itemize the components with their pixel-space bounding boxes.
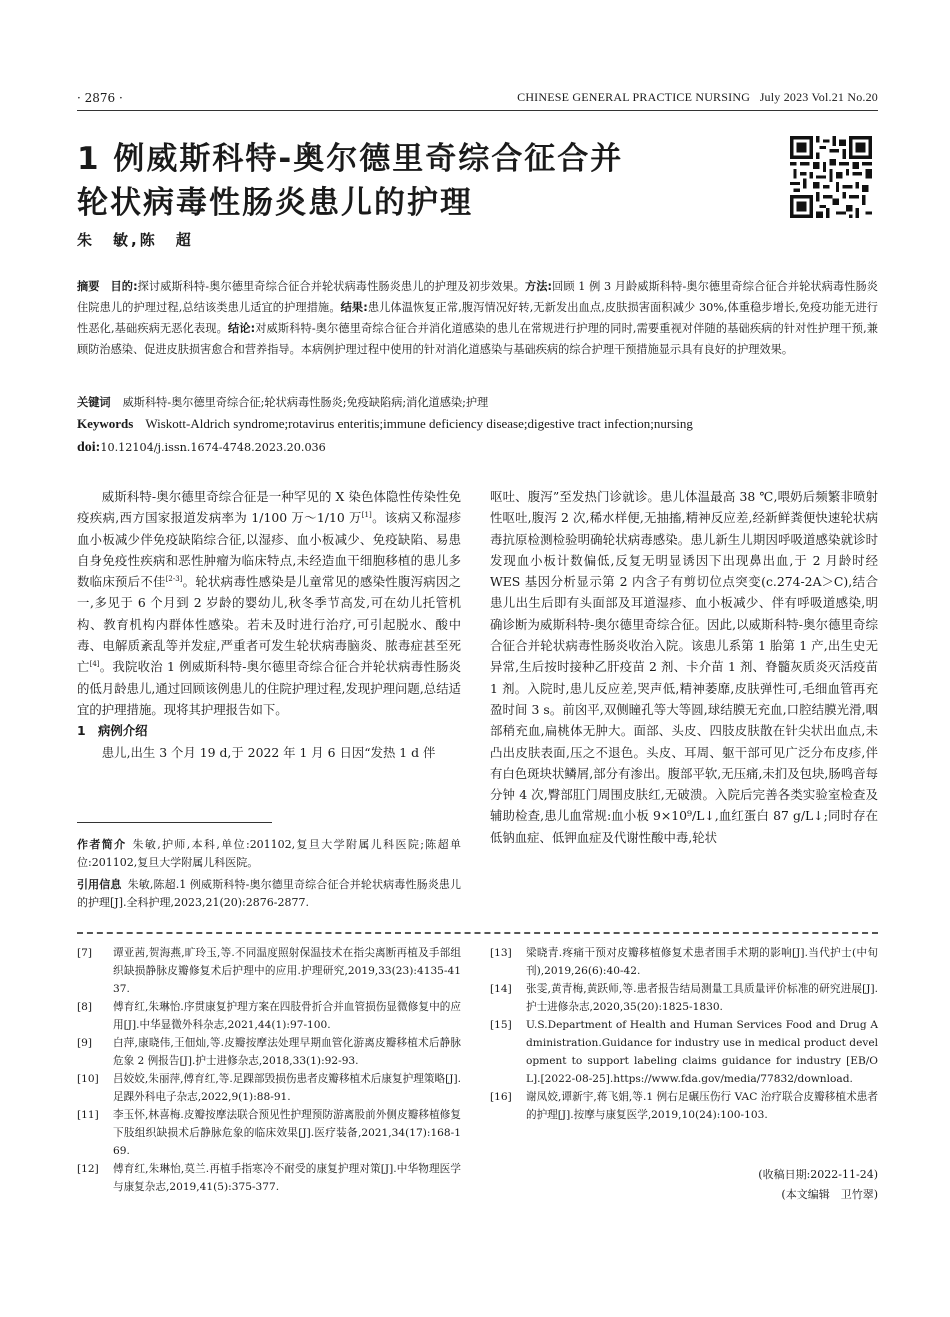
- abstract-label: 摘要: [77, 280, 100, 293]
- article-title: [77, 137, 757, 225]
- title-line-2: 轮状病毒性肠炎患儿的护理: [77, 185, 473, 221]
- reference-number: [11]: [77, 1109, 99, 1121]
- reference-text: 白萍,康晓伟,王佃灿,等.皮瓣按摩法处理早期血管化游离皮瓣移植术后静脉危象 2 例报告[J].护士进修杂志,2018,33(1):92-93.: [113, 1037, 461, 1067]
- received-date: (收稿日期:2022-11-24): [758, 1168, 878, 1181]
- reference-item: [77, 1070, 461, 1106]
- method-text: 回顾 1 例 3 月龄威斯科特-奥尔德里奇综合征合并轮状病毒性肠炎住院患儿的护理过程,总结该类患儿适宜的护理措施。: [77, 280, 878, 314]
- intro-text-2: 。该病又称湿疹血小板减少伴免疫缺陷综合征,以湿疹、血小板减少、免疫缺陷、易患自身免疫性疾病和恶性肿瘤为临床特点,未经造血干细胞移植的患儿多数临床预后不佳: [77, 510, 461, 590]
- citation-footnote-text: 朱敏,陈超.1 例威斯科特-奥尔德里奇综合征合并轮状病毒性肠炎患儿的护理[J].全科护理,2023,21(20):2876-2877.: [77, 878, 462, 909]
- author-footnote-label: 作者简介: [77, 838, 127, 851]
- title-line-1: 1 例威斯科特-奥尔德里奇综合征合并: [77, 141, 624, 177]
- journal-header: [517, 90, 878, 105]
- keywords-en: [77, 416, 878, 432]
- intro-text-1: 威斯科特-奥尔德里奇综合征是一种罕见的 X 染色体隐性传染性免疫疾病,西方国家报道发病率为 1/100 万～1/10 万: [77, 489, 461, 526]
- journal-issue: July 2023 Vol.21 No.20: [759, 90, 878, 104]
- reference-text: 张雯,黄青梅,黄跃师,等.患者报告结局测量工具质量评价标准的研究进展[J].护士进修杂志,2020,35(20):1825-1830.: [526, 983, 878, 1013]
- objective-label: 目的:: [110, 280, 138, 293]
- reference-number: [14]: [490, 983, 512, 995]
- qr-code-icon: [790, 136, 872, 218]
- keywords-en-text: Wiskott-Aldrich syndrome;rotavirus enteritis;immune deficiency disease;digestive tract infection;nursing: [145, 416, 693, 431]
- reference-number: [10]: [77, 1073, 99, 1085]
- reference-item: [490, 1088, 878, 1124]
- section-heading: 1 病例介绍: [77, 723, 148, 739]
- reference-text: 李玉怀,林喜梅.皮瓣按摩法联合预见性护理预防游离股前外侧皮瓣移植修复下肢组织缺损术后静脉危象的临床效果[J].医疗装备,2021,34(17):168-169.: [113, 1109, 461, 1157]
- reference-number: [12]: [77, 1163, 99, 1175]
- references-left: [77, 944, 461, 1196]
- reference-text: 谭亚茜,贺海燕,旷玲玉,等.不同温度照射保温技术在指尖离断再植及手部组织缺损静脉皮瓣修复术后护理中的应用.护理研究,2019,33(23):4135-4137.: [113, 947, 461, 995]
- abstract: [77, 276, 878, 360]
- header-rule: [77, 110, 878, 111]
- citation-footnote-label: 引用信息: [77, 878, 122, 891]
- reference-number: [7]: [77, 947, 93, 959]
- reference-item: [490, 1016, 878, 1088]
- reference-text: 傅育红,朱琳怡,莫兰.再植手指寒冷不耐受的康复护理对策[J].中华物理医学与康复杂志,2019,41(5):375-377.: [113, 1163, 461, 1193]
- citation-footnote: [77, 876, 461, 912]
- intro-text-4: 。我院收治 1 例威斯科特-奥尔德里奇综合征合并轮状病毒性肠炎的低月龄患儿,通过回顾该例患儿的住院护理过程,发现护理问题,总结适宜的护理措施。现将其护理报告如下。: [77, 659, 461, 717]
- citation-3[interactable]: [4]: [89, 660, 100, 669]
- doi-text: 10.12104/j.issn.1674-4748.2023.20.036: [100, 441, 326, 454]
- author-footnote-text: 朱敏,护师,本科,单位:201102,复旦大学附属儿科医院;陈超单位:201102,复旦大学附属儿科医院。: [77, 838, 462, 869]
- method-label: 方法:: [524, 280, 553, 293]
- editor-note: (本文编辑 卫竹翠): [781, 1188, 878, 1201]
- reference-number: [9]: [77, 1037, 93, 1049]
- body-right-column: [490, 486, 878, 848]
- intro-paragraph: [77, 486, 461, 720]
- reference-item: [77, 944, 461, 998]
- keywords-cn: [77, 394, 878, 410]
- reference-item: [490, 980, 878, 1016]
- doi-row: [77, 440, 878, 456]
- author-footnote: [77, 836, 461, 872]
- reference-item: [77, 1106, 461, 1160]
- article-authors: 朱 敏,陈 超: [77, 231, 194, 249]
- conclusion-label: 结论:: [227, 322, 256, 335]
- reference-text: U.S.Department of Health and Human Services Food and Drug Administration.Guidance for industry use in medical product development to support labeling claims guidance for industry [EB/OL].[2022-08-25].https://www.fda.gov/media/77832/download.: [526, 1019, 878, 1085]
- objective-text: 探讨威斯科特-奥尔德里奇综合征合并轮状病毒性肠炎患儿的护理及初步效果。: [137, 280, 525, 293]
- result-text: 患儿体温恢复正常,腹泻情况好转,无新发出血点,皮肤损害面积减少 30%,体重稳步增长,免疫功能无进行性恶化,基础疾病无恶化表现。: [77, 301, 878, 335]
- reference-number: [13]: [490, 947, 512, 959]
- reference-item: [77, 1034, 461, 1070]
- case-paragraph-start: 患儿,出生 3 个月 19 d,于 2022 年 1 月 6 日因“发热 1 d 伴: [101, 744, 436, 760]
- reference-text: 谢凤姣,谭新宇,蒋飞娟,等.1 例右足碾压伤行 VAC 治疗联合皮瓣移植术患者的护理[J].按摩与康复医学,2019,10(24):100-103.: [526, 1091, 878, 1121]
- reference-text: 梁晓青.疼痛干预对皮瓣移植修复术患者围手术期的影响[J].当代护士(中旬刊),2019,26(6):40-42.: [526, 947, 878, 977]
- reference-item: [77, 998, 461, 1034]
- body-left-column: [77, 486, 461, 763]
- journal-name: CHINESE GENERAL PRACTICE NURSING: [517, 90, 751, 104]
- keywords-cn-text: 威斯科特-奥尔德里奇综合征;轮状病毒性肠炎;免疫缺陷病;消化道感染;护理: [122, 396, 489, 409]
- page-number: · 2876 ·: [77, 91, 123, 105]
- conclusion-text: 对威斯科特-奥尔德里奇综合征合并消化道感染的患儿在常规进行护理的同时,需要重视对伴随的基础疾病的针对性护理干预,兼顾防治感染、促进皮肤损害愈合和营养指导。本病例护理过程中使用的针对消化道感染与基础疾病的综合护理干预措施显示具有良好的护理效果。: [77, 322, 878, 356]
- doi-label: doi:: [77, 440, 101, 455]
- reference-number: [16]: [490, 1091, 512, 1103]
- reference-item: [77, 1160, 461, 1196]
- reference-number: [8]: [77, 1001, 93, 1013]
- result-label: 结果:: [340, 301, 368, 314]
- reference-number: [15]: [490, 1019, 512, 1031]
- keywords-cn-label: 关键词: [77, 396, 111, 409]
- reference-text: 吕姣姣,朱丽萍,傅育红,等.足踝部毁损伤患者皮瓣移植术后康复护理策略[J].足踝外科电子杂志,2022,9(1):88-91.: [113, 1073, 461, 1103]
- citation-2[interactable]: [2-3]: [165, 575, 183, 584]
- reference-text: 傅育红,朱琳怡.序贯康复护理方案在四肢骨折合并血管损伤显微修复中的应用[J].中华显微外科杂志,2021,44(1):97-100.: [113, 1001, 461, 1031]
- reference-item: [490, 944, 878, 980]
- references-divider: [77, 932, 878, 934]
- footnote-rule: [77, 822, 272, 823]
- case-paragraph-continued: 呕吐、腹泻”至发热门诊就诊。患儿体温最高 38 ℃,喂奶后频繁非喷射性呕吐,腹泻 2 次,稀水样便,无抽搐,精神反应差,经新鲜粪便快速轮状病毒抗原检测检验明确轮状病毒感染。患儿新生儿期因呼吸道感染就诊时发现血小板计数偏低,反复无明显诱因下出现鼻出血,于 2 月龄时经 WES 基因分析显示第 2 内含子有剪切位点突变(c.274-2A＞C),结合患儿出生后即有头面部及耳道湿疹、血小板减少、伴有呼吸道感染,明确诊断为威斯科特-奥尔德里奇综合征。因此,以威斯科特-奥尔德里奇综合征合并轮状病毒性肠炎收治入院。该患儿系第 1 胎第 1 产,出生史无异常,生后按时接种乙肝疫苗 2 剂、卡介苗 1 剂、脊髓灰质炎灭活疫苗 1 剂。入院时,患儿反应差,哭声低,精神萎靡,皮肤弹性可,毛细血管再充盈时间 3 s。前囟平,双侧瞳孔等大等圆,球结膜无充血,口腔结膜光滑,咽部稍充血,扁桃体无肿大。面部、头皮、四肢皮肤散在针尖状出血点,未凸出皮肤表面,压之不退色。头皮、耳周、躯干部可见广泛分布皮疹,伴有白色斑块状鳞屑,部分有渗出。腹部平软,无压痛,未扪及包块,肠鸣音每分钟 4 次,臀部肛门周围皮肤红,无破溃。入院后完善各类实验室检查及辅助检查,患儿血常规:血小板 9×10⁹/L↓,血红蛋白 87 g/L↓;同时存在低钠血症、低钾血症及代谢性酸中毒,轮状: [490, 489, 878, 845]
- intro-text-3: 。轮状病毒性感染是儿童常见的感染性腹泻病因之一,多见于 6 个月到 2 岁龄的婴幼儿,秋冬季节高发,可在幼儿托管机构、教育机构内群体性感染。若未及时进行治疗,可引起脱水、酸中毒、电解质紊乱等并发症,严重者可发生轮状病毒脑炎、脓毒症甚至死亡: [77, 574, 462, 675]
- citation-1[interactable]: [1]: [361, 511, 372, 520]
- references-right: [490, 944, 878, 1124]
- keywords-en-label: Keywords: [77, 416, 134, 431]
